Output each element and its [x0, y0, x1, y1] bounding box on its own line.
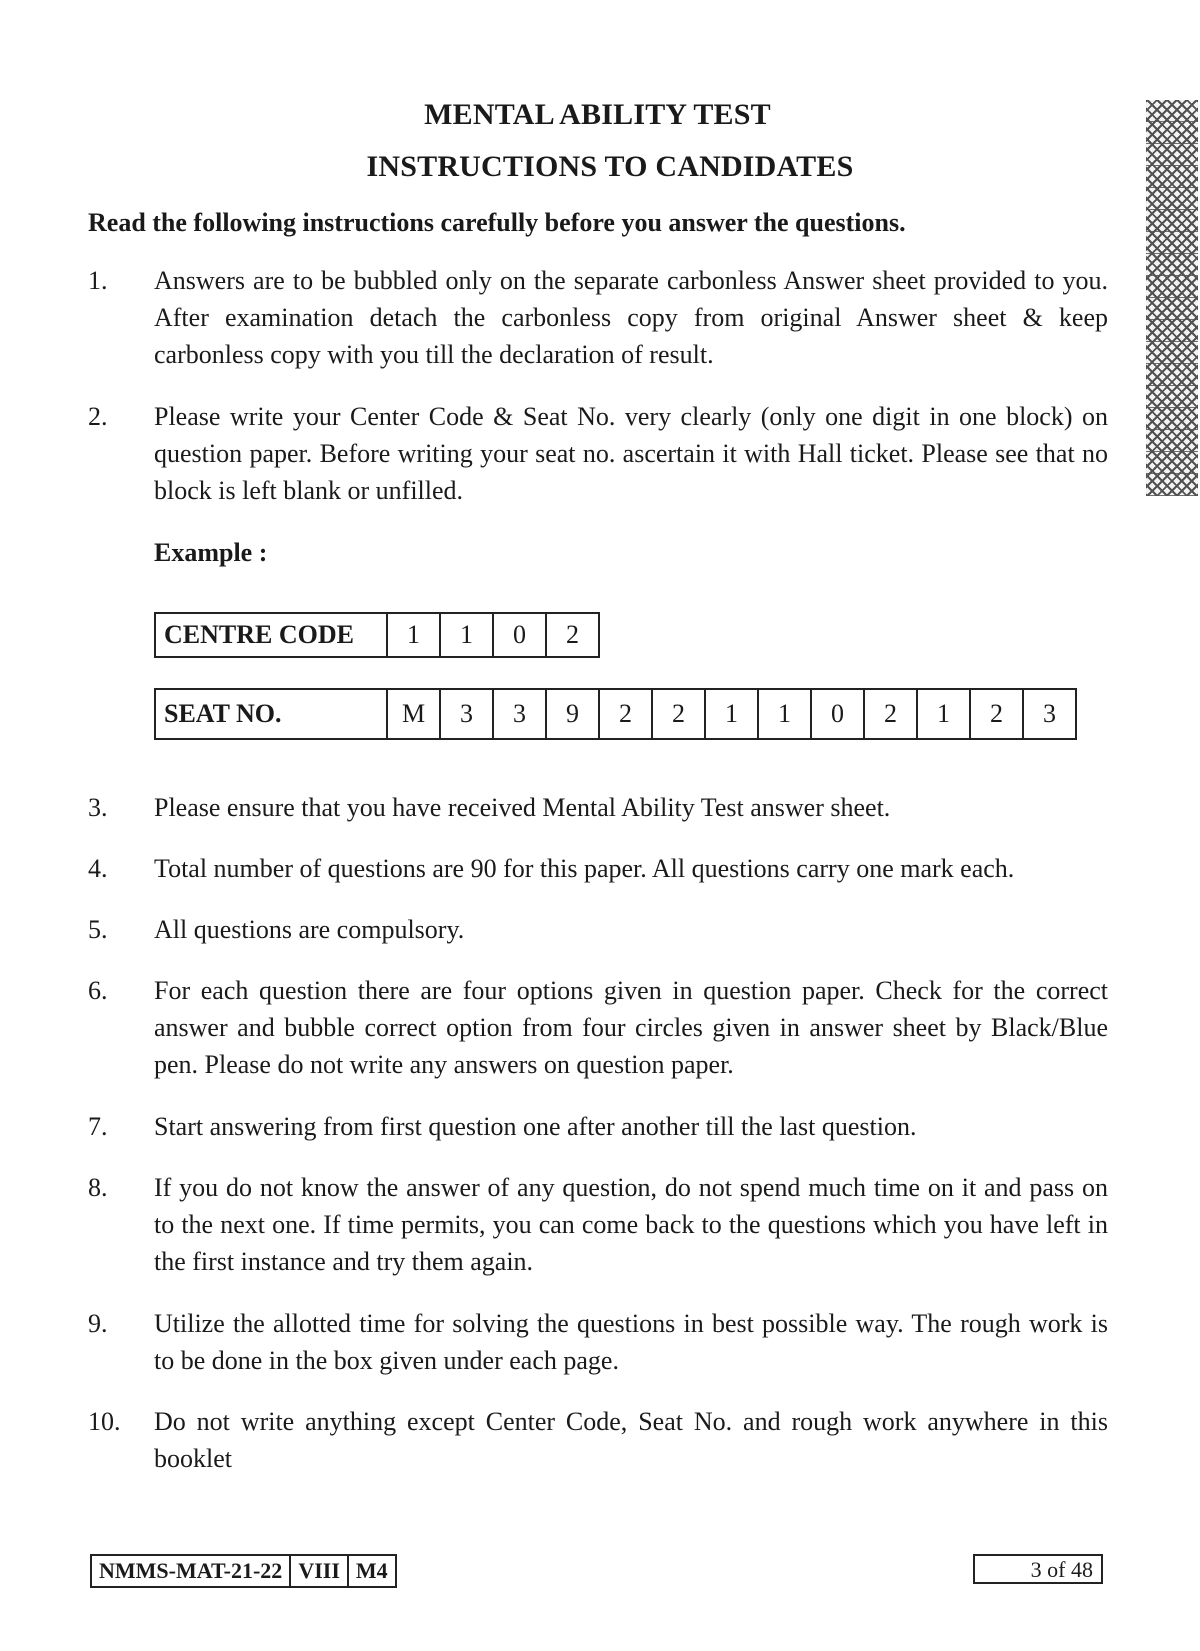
seat-no-digit: 1 — [758, 689, 811, 739]
lead-instruction: Read the following instructions carefully before you answer the questions. — [88, 208, 906, 237]
centre-code-digit: 2 — [546, 613, 599, 657]
seat-no-digit: 2 — [599, 689, 652, 739]
instruction-text: Please write your Center Code & Seat No. very clearly (only one digit in one block) on question paper. Before writing your seat no. ascertain it with Hall ticket. Please see that no block is left blank or unfilled. — [154, 402, 1108, 505]
instruction-item — [88, 1169, 1108, 1280]
seat-no-digit: 3 — [440, 689, 493, 739]
instruction-text: Start answering from first question one after another till the last question. — [154, 1112, 917, 1141]
seat-no-digit: 3 — [493, 689, 546, 739]
instruction-text: If you do not know the answer of any question, do not spend much time on it and pass on to the next one. If time permits, you can come back to the questions which you have left in the first instance and try them again. — [154, 1173, 1108, 1276]
seat-no-digit: 3 — [1023, 689, 1076, 739]
instruction-text: Do not write anything except Center Code, Seat No. and rough work anywhere in this booklet — [154, 1407, 1108, 1473]
instruction-item — [88, 972, 1108, 1083]
centre-code-digit: 0 — [493, 613, 546, 657]
instruction-text: Utilize the allotted time for solving the questions in best possible way. The rough work is to be done in the box given under each page. — [154, 1309, 1108, 1375]
instruction-number: 1. — [88, 266, 108, 295]
instruction-item — [88, 1108, 1108, 1145]
page-number: 3 of 48 — [973, 1554, 1103, 1584]
instruction-text: For each question there are four options given in question paper. Check for the correct answer and bubble correct option from four circles given in answer sheet by Black/Blue pen. Please do not write any answers on question paper. — [154, 976, 1108, 1079]
example-label: Example : — [154, 538, 268, 567]
instruction-number: 7. — [88, 1112, 108, 1141]
seat-no-table — [154, 688, 1077, 740]
page-title: MENTAL ABILITY TEST — [424, 98, 771, 131]
paper-code: NMMS-MAT-21-22 — [91, 1555, 290, 1587]
centre-code-digit: 1 — [440, 613, 493, 657]
centre-code-digit: 1 — [387, 613, 440, 657]
instruction-item — [88, 398, 1108, 509]
seat-no-digit: 2 — [970, 689, 1023, 739]
instruction-text: Please ensure that you have received Mental Ability Test answer sheet. — [154, 793, 891, 822]
seat-no-digit: M — [387, 689, 440, 739]
seat-no-digit: 9 — [546, 689, 599, 739]
centre-code-table — [154, 612, 600, 658]
seat-no-digit: 2 — [864, 689, 917, 739]
instruction-number: 5. — [88, 915, 108, 944]
instruction-number: 3. — [88, 793, 108, 822]
centre-code-label: CENTRE CODE — [155, 613, 387, 657]
seat-no-digit: 0 — [811, 689, 864, 739]
instruction-item — [88, 789, 1108, 826]
instruction-item — [88, 911, 1108, 948]
instruction-number: 2. — [88, 402, 108, 431]
paper-code-box — [90, 1554, 397, 1588]
instruction-text: All questions are compulsory. — [154, 915, 465, 944]
instruction-text: Answers are to be bubbled only on the separate carbonless Answer sheet provided to you. After examination detach the carbonless copy from original Answer sheet & keep carbonless copy with you till the declaration of result. — [154, 266, 1108, 369]
instruction-number: 9. — [88, 1309, 108, 1338]
instruction-item — [88, 1403, 1108, 1477]
instruction-item — [88, 850, 1108, 887]
instruction-number: 4. — [88, 854, 108, 883]
seat-no-label: SEAT NO. — [155, 689, 387, 739]
instruction-text: Total number of questions are 90 for this paper. All questions carry one mark each. — [154, 854, 1015, 883]
standard-code: VIII — [290, 1555, 348, 1587]
instruction-number: 10. — [88, 1407, 121, 1436]
seat-no-digit: 1 — [917, 689, 970, 739]
instruction-item — [88, 262, 1108, 373]
series-code: M4 — [348, 1555, 396, 1587]
instruction-number: 8. — [88, 1173, 108, 1202]
instruction-number: 6. — [88, 976, 108, 1005]
instruction-item — [88, 1305, 1108, 1379]
seat-no-digit: 2 — [652, 689, 705, 739]
page-subtitle: INSTRUCTIONS TO CANDIDATES — [366, 150, 854, 183]
seat-no-digit: 1 — [705, 689, 758, 739]
